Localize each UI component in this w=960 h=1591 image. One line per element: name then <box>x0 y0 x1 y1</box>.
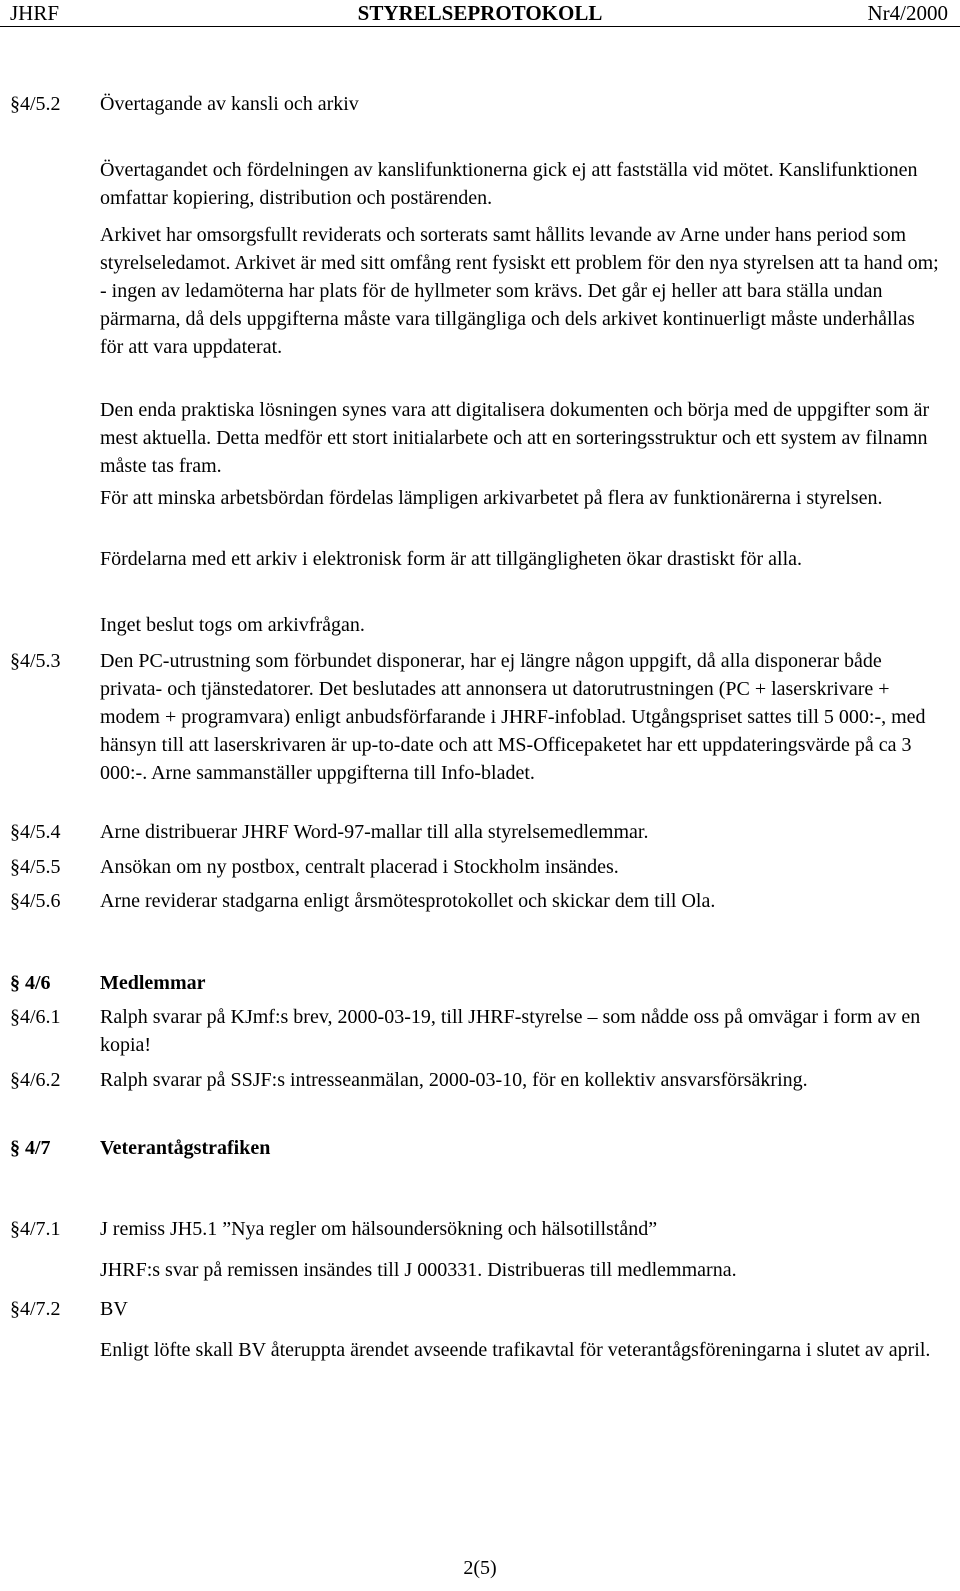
paragraph: Arne distribuerar JHRF Word-97-mallar till alla styrelsemedlemmar. <box>100 821 649 843</box>
paragraph: Ralph svarar på KJmf:s brev, 2000-03-19, till JHRF-styrelse – som nådde oss på omvägar i form av en kopia! <box>100 1006 921 1056</box>
paragraph: Den enda praktiska lösningen synes vara att digitalisera dokumenten och börja med de uppgifter som är mest aktuella. Detta medför ett stort initialarbete och att en sorteringsstruktur och ett system av filnamn måste tas fram. <box>100 399 930 477</box>
paragraph: Ansökan om ny postbox, centralt placerad i Stockholm insändes. <box>100 856 619 878</box>
section-number: § 4/7 <box>10 1137 51 1159</box>
paragraph: För att minska arbetsbördan fördelas lämpligen arkivarbetet på flera av funktionärerna i styrelsen. <box>100 487 883 509</box>
paragraph: J remiss JH5.1 ”Nya regler om hälsoundersökning och hälsotillstånd” <box>100 1218 658 1240</box>
section-number: §4/5.4 <box>10 821 61 843</box>
page-number: 2(5) <box>463 1557 497 1579</box>
paragraph: Övertagandet och fördelningen av kanslifunktionerna gick ej att fastställa vid mötet. Kanslifunktionen omfattar kopiering, distribution och postärenden. <box>100 159 918 209</box>
header-org: JHRF <box>10 1 60 25</box>
page-header <box>0 0 960 27</box>
paragraph: Arkivet har omsorgsfullt reviderats och sorterats samt hållits levande av Arne under hans period som styrelseledamot. Arkivet är med sitt omfång rent fysiskt ett problem för den nya styrelsen att ta hand om; - ingen av ledamöterna har plats för de hyllmeter som krävs. Det går ej heller att bara ställa undan pärmarna, då dels uppgifterna måste vara tillgängliga och dels arkivet kontinuerligt måste underhållas för att vara uppdaterat. <box>100 224 939 358</box>
paragraph: Arne reviderar stadgarna enligt årsmötesprotokollet och skickar dem till Ola. <box>100 890 716 912</box>
paragraph: JHRF:s svar på remissen insändes till J 000331. Distribueras till medlemmarna. <box>100 1259 737 1281</box>
header-title: STYRELSEPROTOKOLL <box>357 1 603 25</box>
section-title: Medlemmar <box>100 972 206 994</box>
section-number: §4/5.5 <box>10 856 61 878</box>
section-number: §4/7.1 <box>10 1218 61 1240</box>
paragraph: Enligt löfte skall BV återuppta ärendet avseende trafikavtal för veterantågsföreningarna i slutet av april. <box>100 1339 931 1361</box>
section-title: BV <box>100 1298 128 1320</box>
section-number: §4/7.2 <box>10 1298 61 1320</box>
section-number: §4/6.1 <box>10 1006 61 1028</box>
section-number: §4/5.3 <box>10 650 61 672</box>
header-number: Nr4/2000 <box>867 1 948 25</box>
section-title: Övertagande av kansli och arkiv <box>100 93 359 115</box>
section-number: § 4/6 <box>10 972 51 994</box>
paragraph: Den PC-utrustning som förbundet disponerar, har ej längre någon uppgift, då alla disponerar både privata- och tjänstedatorer. Det beslutades att annonsera ut datorutrustningen (PC + laserskrivare + modem + programvara) enligt anbudsförfarande i JHRF-infoblad. Utgångspriset sattes till 5 000:-, med hänsyn till att laserskrivaren är up-to-date och att MS-Officepaketet har ett uppdateringsvärde på ca 3 000:-. Arne sammanställer uppgifterna till Info-bladet. <box>100 650 926 784</box>
paragraph: Fördelarna med ett arkiv i elektronisk form är att tillgängligheten ökar drastiskt för alla. <box>100 548 803 570</box>
section-title: Veterantågstrafiken <box>100 1137 271 1159</box>
section-number: §4/6.2 <box>10 1069 61 1091</box>
paragraph: Inget beslut togs om arkivfrågan. <box>100 614 365 636</box>
paragraph: Ralph svarar på SSJF:s intresseanmälan, 2000-03-10, för en kollektiv ansvarsförsäkring. <box>100 1069 808 1091</box>
section-number: §4/5.6 <box>10 890 61 912</box>
section-number: §4/5.2 <box>10 93 61 115</box>
